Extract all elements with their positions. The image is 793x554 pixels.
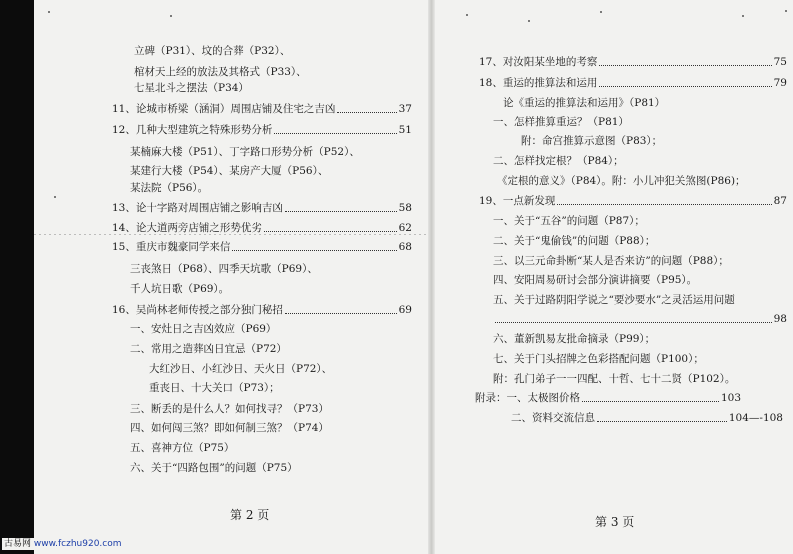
toc-entry [112, 201, 412, 215]
toc-entry-page: 37 [398, 103, 412, 115]
toc-leader-dots [274, 133, 396, 134]
toc-line: 立碑（P31）、坟的合葬（P32）、 [134, 45, 291, 57]
toc-entry [479, 194, 787, 208]
toc-entry-page: 69 [398, 304, 412, 316]
scan-speck [600, 11, 602, 13]
toc-entry-page: 79 [773, 77, 787, 89]
toc-entry-title: 17、对汝阳某坐地的考察 [479, 56, 598, 68]
toc-line: 重丧日、十大关口（P73）； [149, 382, 280, 394]
toc-entry-title: 附录：一、太极图价格 [475, 392, 580, 404]
toc-line: 六、董新凯易友批命摘录（P99）； [493, 333, 656, 345]
toc-leader-dots [232, 250, 396, 251]
toc-entry-title: 13、论十字路对周围店铺之影响吉凶 [112, 202, 283, 214]
watermark-url: www.fczhu920.com [33, 539, 122, 549]
toc-entry-page: 87 [773, 195, 787, 207]
toc-line: 六、关于“四路包围”的问题（P75） [130, 462, 298, 474]
toc-entry-page: 75 [773, 56, 787, 68]
toc-leader-dots [582, 401, 719, 402]
scan-speck [785, 10, 787, 12]
toc-entry-page: 58 [398, 202, 412, 214]
right-page [435, 0, 793, 554]
toc-entry-title: 19、一点新发现 [479, 195, 556, 207]
toc-line: 一、安灶日之吉凶效应（P69） [130, 323, 277, 335]
toc-entry-page: 103 [720, 392, 741, 404]
toc-entry [493, 312, 787, 326]
scan-speck [742, 15, 744, 17]
scan-speck [170, 15, 172, 17]
toc-entry [112, 240, 412, 254]
toc-line: 二、常用之造葬凶日宜忌（P72） [130, 343, 287, 355]
toc-entry-title: 18、重运的推算法和运用 [479, 77, 598, 89]
toc-entry [112, 123, 412, 137]
toc-entry-page: 98 [773, 313, 787, 325]
toc-line: 三、断丢的是什么人？如何找寻？（P73） [130, 403, 329, 415]
toc-line: 一、怎样推算重运？（P81） [493, 116, 629, 128]
toc-line: 某建行大楼（P54）、某房产大厦（P56）、 [130, 165, 329, 177]
toc-line: 某楠麻大楼（P51）、丁字路口形势分析（P52）、 [130, 146, 360, 158]
toc-line: 四、如何闯三煞？即如何制三煞？（P74） [130, 422, 329, 434]
toc-entry [475, 391, 741, 405]
watermark-prefix: 古易网 [4, 539, 32, 549]
toc-leader-dots [285, 313, 397, 314]
toc-entry-title: 14、论大道两旁店铺之形势优劣 [112, 222, 262, 234]
toc-line: 棺材天上经的放法及其格式（P33）、 [134, 66, 307, 78]
toc-line: 五、关于过路阴阳学说之“要沙要水”之灵活运用问题 [493, 294, 735, 306]
page-gutter [428, 0, 435, 554]
toc-line: 某法院（P56）。 [130, 182, 209, 194]
left-page [34, 0, 428, 554]
scan-speck [466, 14, 468, 16]
toc-line: 附：命宫推算示意图（P83）； [521, 135, 663, 147]
toc-entry-title: 16、吴尚林老师传授之部分独门秘招 [112, 304, 283, 316]
toc-entry-title: 15、重庆市魏豪同学来信 [112, 241, 231, 253]
toc-line: 五、喜神方位（P75） [130, 442, 235, 454]
toc-entry [479, 55, 787, 69]
toc-entry [479, 76, 787, 90]
toc-line: 二、怎样找定根？（P84）； [493, 155, 624, 167]
toc-entry-page: 68 [398, 241, 412, 253]
toc-leader-dots [557, 204, 771, 205]
toc-entry [511, 411, 783, 425]
toc-entry-title: 12、几种大型建筑之特殊形势分析 [112, 124, 273, 136]
toc-entry-title: 11、论城市桥梁（涵洞）周围店铺及住宅之吉凶 [112, 103, 336, 115]
toc-line: 千人坑日歌（P69）。 [130, 283, 230, 295]
toc-leader-dots [599, 65, 771, 66]
toc-leader-dots [597, 421, 727, 422]
toc-line: 附：孔门弟子一一四配、十哲、七十二贤（P102）。 [493, 373, 736, 385]
toc-line: 《定根的意义》（P84）。附：小儿冲犯关煞图(P86)； [497, 175, 746, 187]
toc-entry [112, 102, 412, 116]
toc-leader-dots [495, 322, 772, 323]
scan-speck [528, 20, 530, 22]
toc-line: 三丧煞日（P68）、四季天坑歌（P69）、 [130, 263, 318, 275]
toc-entry-page: 62 [398, 222, 412, 234]
toc-entry-page: 104—-108 [728, 412, 783, 424]
binding-edge [0, 0, 34, 554]
toc-line: 七、关于门头招牌之色彩搭配问题（P100）； [493, 353, 704, 365]
toc-line: 一、关于“五谷”的问题（P87）； [493, 215, 645, 227]
toc-leader-dots [599, 86, 771, 87]
toc-entry [112, 221, 412, 235]
toc-leader-dots [337, 112, 396, 113]
scan-speck [48, 11, 50, 13]
page-number: 第 2 页 [230, 508, 270, 522]
scan-speck [54, 196, 56, 198]
page-number: 第 3 页 [595, 515, 635, 529]
toc-entry-page: 51 [398, 124, 412, 136]
toc-entry [112, 303, 412, 317]
toc-line: 论《重运的推算法和运用》（P81） [503, 97, 666, 109]
toc-leader-dots [264, 231, 397, 232]
site-watermark [2, 538, 124, 550]
toc-entry-title: 二、资料交流信息 [511, 412, 595, 424]
toc-line: 四、安阳周易研讨会部分演讲摘要（P95）。 [493, 274, 698, 286]
toc-leader-dots [285, 211, 397, 212]
toc-line: 大红沙日、小红沙日、天火日（P72）、 [149, 363, 333, 375]
toc-line: 七星北斗之摆法（P34） [134, 82, 249, 94]
toc-line: 二、关于“鬼偷钱”的问题（P88）； [493, 235, 656, 247]
toc-line: 三、以三元命卦断“某人是否来访”的问题（P88）； [493, 255, 729, 267]
